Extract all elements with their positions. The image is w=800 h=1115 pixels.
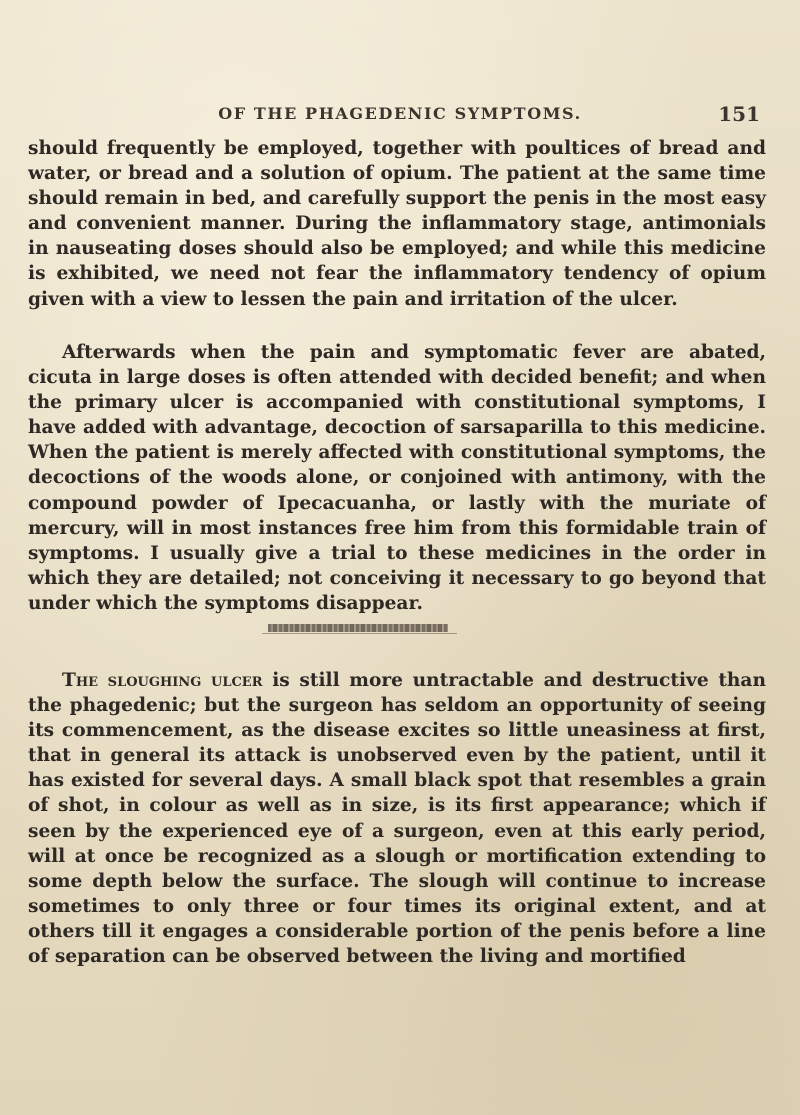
paragraph-3 [28,668,766,969]
paragraph-2: Afterwards when the pain and symptomatic fever are abated, cicuta in large doses is often attended with decided benefit; and when the primary ulcer is accompanied with constitutional symptoms, I have added with advantage, decoction of sarsaparilla to this medicine. When the patient is merely affected with constitutional symptoms, the decoctions of the woods alone, or conjoined with antimony, with the compound powder of Ipecacuanha, or lastly with the muriate of mercury, will in most instances free him from this formidable train of symptoms. I usually give a trial to these medicines in the order in which they are detailed; not conceiving it necessary to go beyond that under which the symptoms disappear. [28,342,766,614]
running-head [40,104,760,134]
paragraph-1: should frequently be employed, together with poultices of bread and water, or bread and a solution of opium. The patient at the same time should remain in bed, and carefully support the penis in the most easy and convenient manner. During the inflammatory stage, antimonials in nauseating doses should also be employed; and while this medicine is exhibited, we need not fear the inflammatory tendency of opium given with a view to lessen the pain and irritation of the ulcer. [28,138,766,310]
section-divider [268,624,448,632]
section-divider-rule [262,633,457,634]
section-lead: The sloughing ulcer [62,670,263,691]
section-text: is still more untractable and destructive than the phagedenic; but the surgeon has seldom an opportunity of seeing its commencement, as the disease excites so little uneasiness at first, that in general its attack is unobserved even by the patient, until it has existed for several days. A small black spot that resembles a grain of shot, in colour as well as in size, is its first appearance; which if seen by the experienced eye of a surgeon, even at this early period, will at once be recognized as a slough or mortification extending to some depth below the surface. The slough will continue to increase sometimes to only three or four times its original extent, and at others till it engages a considerable portion of the penis before a line of separation can be observed between the living and mortified [28,670,766,968]
running-title: OF THE PHAGEDENIC SYMPTOMS. [218,104,582,123]
page-number: 151 [718,102,760,126]
